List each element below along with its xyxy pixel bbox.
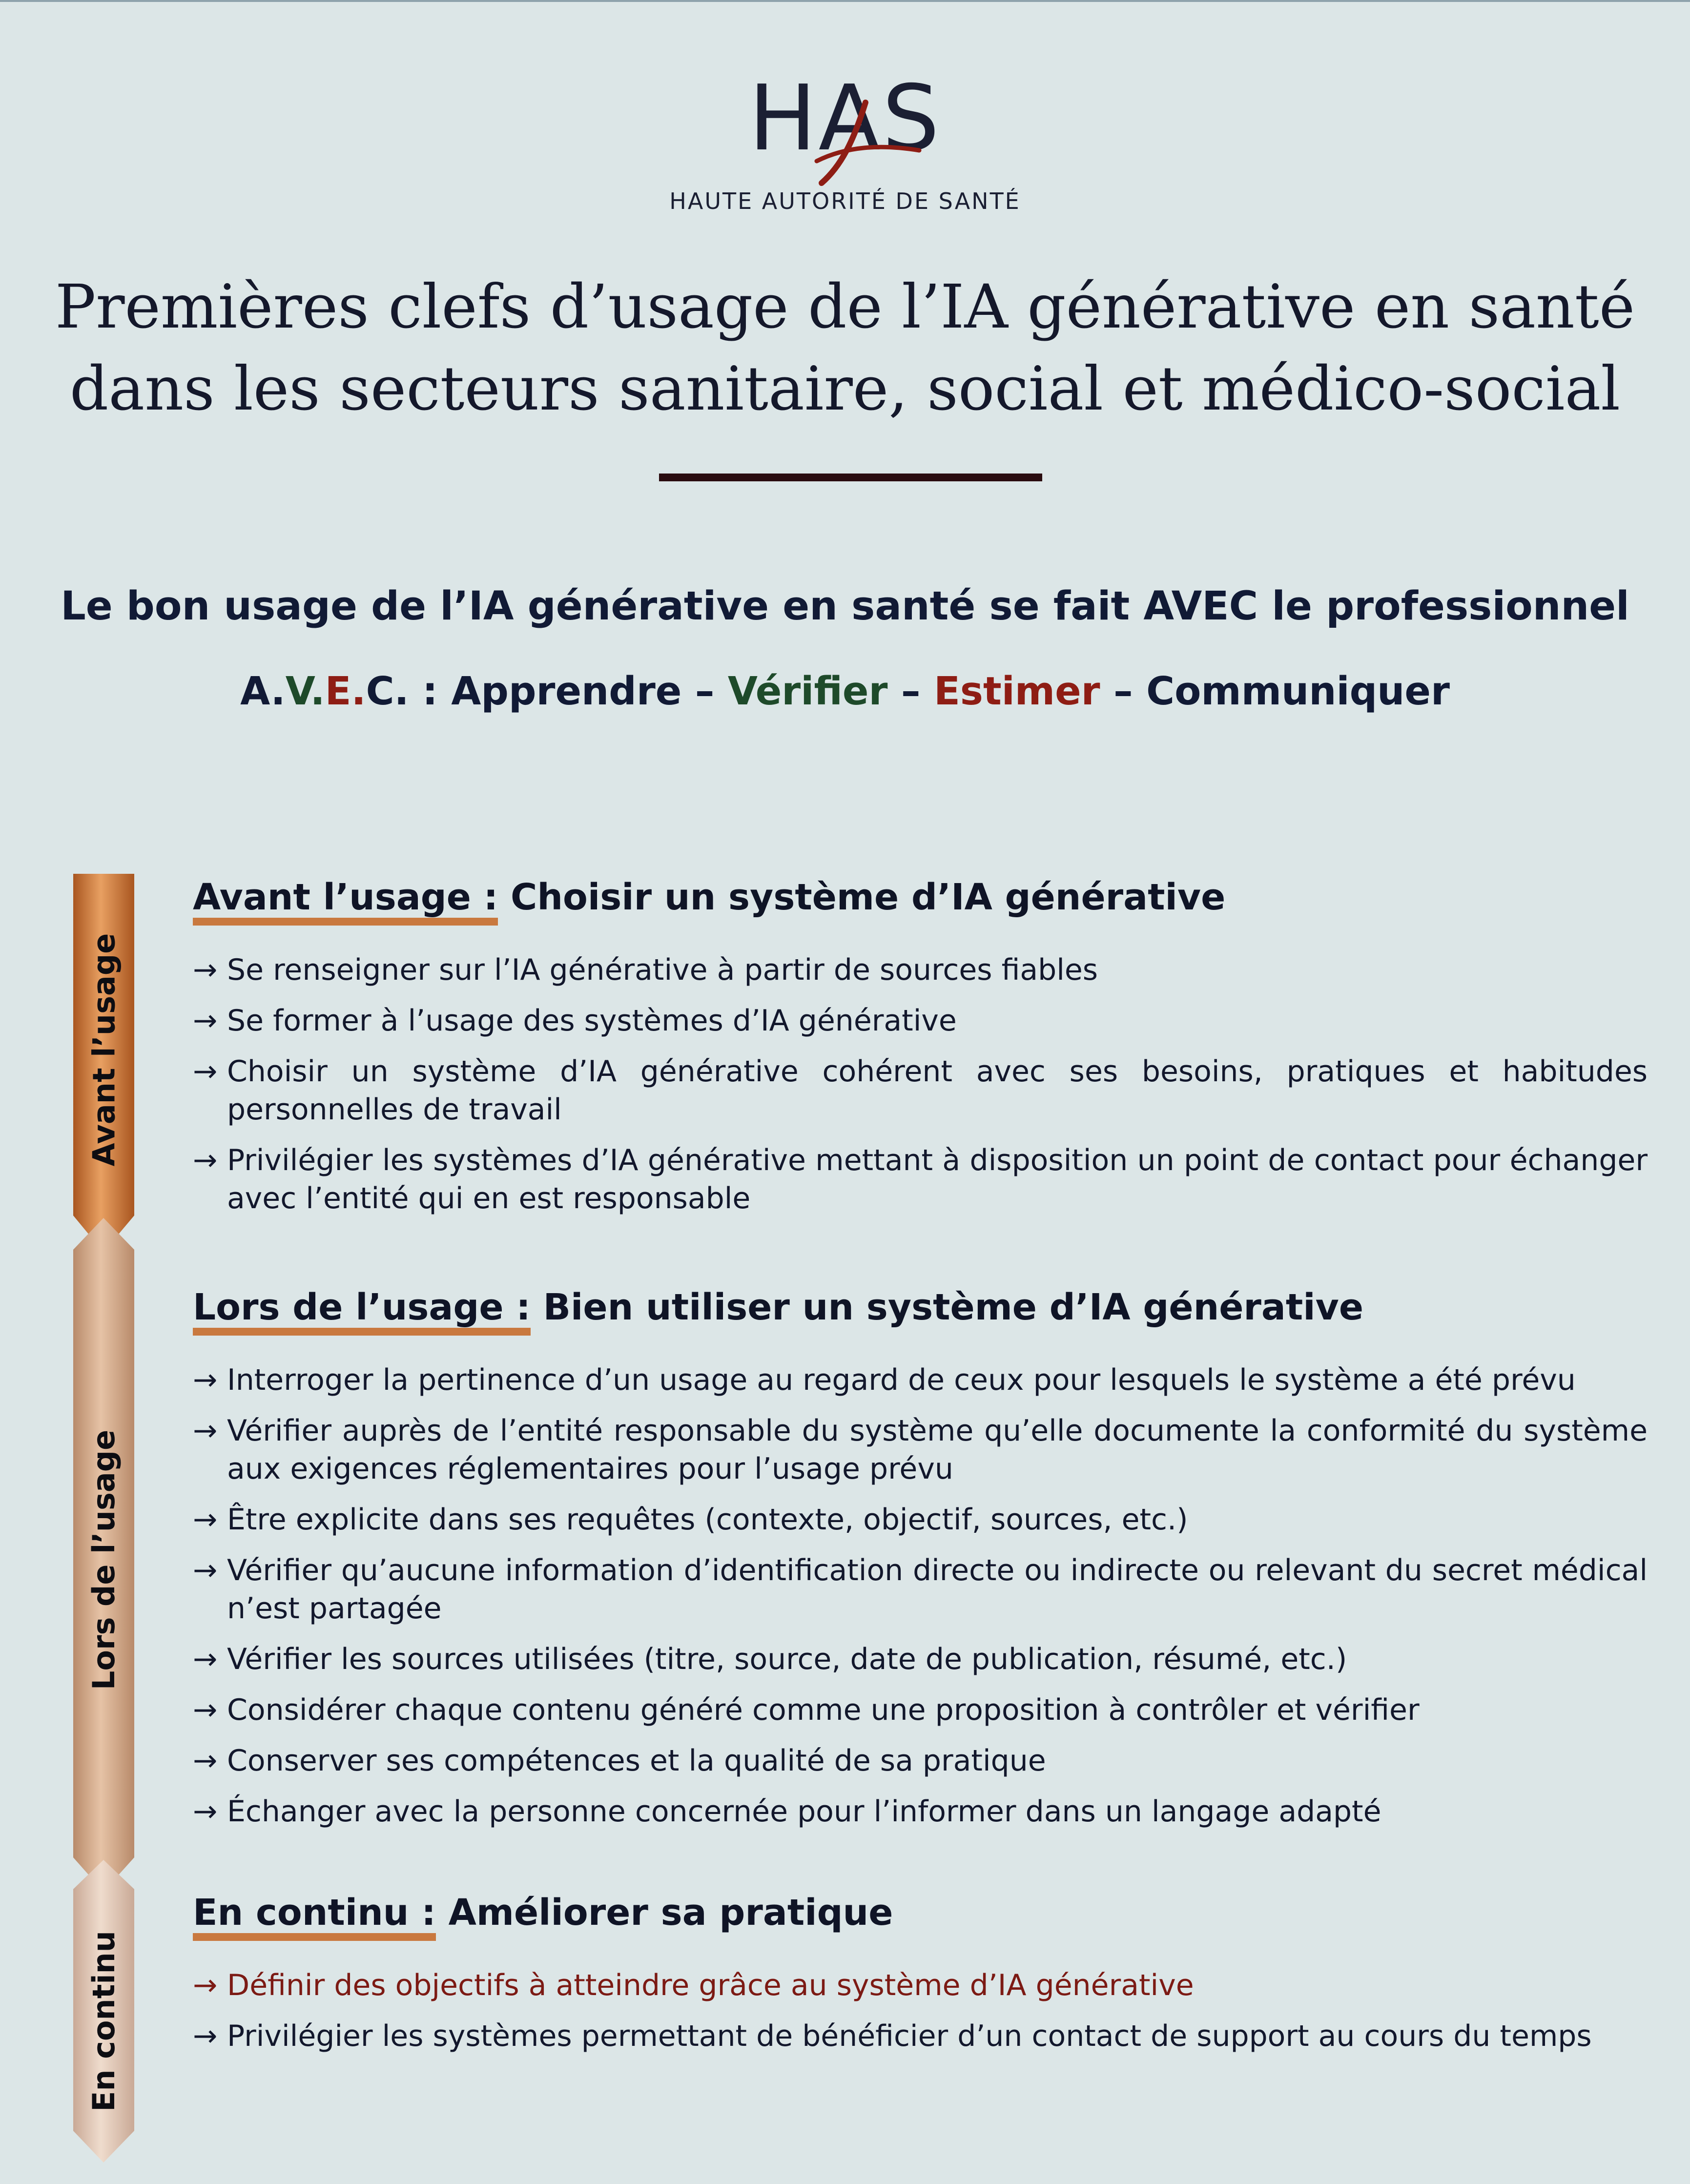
avec-acronym-c: C.	[366, 669, 409, 714]
arrow-right-icon: →	[193, 1693, 218, 1727]
timeline-label-avant	[73, 874, 134, 1225]
page-title-line-2: dans les secteurs sanitaire, social et médico-social	[69, 354, 1621, 424]
logo-swoosh-icon	[807, 93, 924, 190]
arrow-right-icon: →	[193, 1744, 218, 1778]
section-lors-usage	[193, 1284, 1648, 1843]
timeline-label-lors	[73, 1259, 134, 1860]
item-list	[193, 951, 1648, 1217]
list-item-text: Privilégier les systèmes d’IA générative mettant à disposition un point de contact pour échanger avec l’entité qui en est responsable	[227, 1143, 1648, 1216]
list-item-text: Choisir un système d’IA générative cohérent avec ses besoins, pratiques et habitudes personnelles de travail	[227, 1054, 1648, 1127]
section-heading-text: Améliorer sa pratique	[435, 1892, 893, 1934]
arrow-right-icon: →	[193, 1004, 218, 1038]
list-item	[193, 1501, 1648, 1539]
item-list	[193, 1361, 1648, 1831]
list-item-text: Vérifier auprès de l’entité responsable du système qu’elle documente la conformité du système aux exigences réglementaires pour l’usage prévu	[227, 1414, 1648, 1486]
avec-verifier: Vérifier	[727, 669, 888, 714]
page-title-line-1: Premières clefs d’usage de l’IA générative en santé	[55, 272, 1635, 342]
list-item-text: Conserver ses compétences et la qualité de sa pratique	[227, 1744, 1046, 1778]
avec-acronym-e: E.	[325, 669, 366, 714]
list-item	[193, 1640, 1648, 1678]
avec-communiquer: Communiquer	[1146, 669, 1450, 714]
arrow-right-icon: →	[193, 953, 218, 987]
list-item	[193, 1966, 1648, 2004]
has-logo	[0, 65, 1690, 214]
arrow-right-icon: →	[193, 1968, 218, 2002]
arrow-right-icon: →	[193, 1143, 218, 1177]
avec-dash-2: –	[887, 669, 934, 714]
section-avant-usage	[193, 874, 1648, 1230]
timeline-label-continu	[73, 1899, 134, 2143]
avec-acronym-v: V.	[285, 669, 325, 714]
logo-mark	[748, 65, 942, 171]
logo-letters: HAS	[748, 65, 942, 171]
list-item	[193, 1412, 1648, 1488]
list-item	[193, 951, 1648, 989]
top-rule	[0, 0, 1690, 2]
page-title	[0, 266, 1690, 430]
section-en-continu	[193, 1889, 1648, 2068]
section-heading-text: Choisir un système d’IA générative	[498, 876, 1226, 918]
timeline-bar	[73, 874, 134, 2163]
section-heading-lead: Lors de l’usage :	[193, 1287, 531, 1336]
arrow-right-icon: →	[193, 1553, 218, 1587]
list-item-text: Se former à l’usage des systèmes d’IA générative	[227, 1004, 957, 1038]
arrow-right-icon: →	[193, 1503, 218, 1537]
section-heading-lead: Avant l’usage :	[193, 877, 498, 926]
avec-dash-1: –	[681, 669, 728, 714]
list-item-text: Être explicite dans ses requêtes (contexte, objectif, sources, etc.)	[227, 1503, 1188, 1537]
avec-apprendre: Apprendre	[451, 669, 682, 714]
timeline-label-lors-text: Lors de l’usage	[86, 1429, 122, 1690]
list-item-text: Interroger la pertinence d’un usage au regard de ceux pour lesquels le système a été prévu	[227, 1363, 1576, 1397]
list-item	[193, 1551, 1648, 1628]
arrow-right-icon: →	[193, 1054, 218, 1089]
list-item-text: Vérifier les sources utilisées (titre, source, date de publication, résumé, etc.)	[227, 1642, 1347, 1676]
list-item-text: Considérer chaque contenu généré comme une proposition à contrôler et vérifier	[227, 1693, 1420, 1727]
list-item-text: Se renseigner sur l’IA générative à partir de sources fiables	[227, 953, 1098, 987]
arrow-right-icon: →	[193, 1642, 218, 1676]
section-heading	[193, 874, 1648, 926]
list-item	[193, 1793, 1648, 1831]
list-item-text: Échanger avec la personne concernée pour l’informer dans un langage adapté	[227, 1794, 1381, 1829]
list-item	[193, 1052, 1648, 1129]
list-item	[193, 1141, 1648, 1217]
section-heading	[193, 1889, 1648, 1941]
section-heading-lead: En continu :	[193, 1892, 436, 1941]
arrow-right-icon: →	[193, 1363, 218, 1397]
arrow-right-icon: →	[193, 1794, 218, 1829]
list-item	[193, 1691, 1648, 1729]
avec-estimer: Estimer	[933, 669, 1100, 714]
tagline: Le bon usage de l’IA générative en santé se fait AVEC le professionnel	[61, 583, 1629, 629]
arrow-right-icon: →	[193, 2019, 218, 2053]
list-item-text: Vérifier qu’aucune information d’identification directe ou indirecte ou relevant du secret médical n’est partagée	[227, 1553, 1648, 1626]
list-item	[193, 1742, 1648, 1780]
timeline-label-avant-text: Avant l’usage	[86, 933, 122, 1166]
list-item-text: Privilégier les systèmes permettant de bénéficier d’un contact de support au cours du temps	[227, 2019, 1592, 2053]
section-heading	[193, 1284, 1648, 1336]
arrow-right-icon: →	[193, 1414, 218, 1448]
avec-line	[0, 669, 1690, 714]
avec-colon: :	[409, 669, 452, 714]
list-item-text: Définir des objectifs à atteindre grâce au système d’IA générative	[227, 1968, 1194, 2002]
avec-acronym-a: A.	[240, 669, 286, 714]
list-item	[193, 2017, 1648, 2055]
item-list	[193, 1966, 1648, 2055]
title-divider	[659, 474, 1042, 481]
timeline-label-continu-text: En continu	[86, 1930, 122, 2112]
avec-dash-3: –	[1100, 669, 1147, 714]
logo-subtitle: HAUTE AUTORITÉ DE SANTÉ	[669, 188, 1021, 214]
list-item	[193, 1361, 1648, 1399]
section-heading-text: Bien utiliser un système d’IA générative	[530, 1286, 1364, 1328]
list-item	[193, 1002, 1648, 1040]
